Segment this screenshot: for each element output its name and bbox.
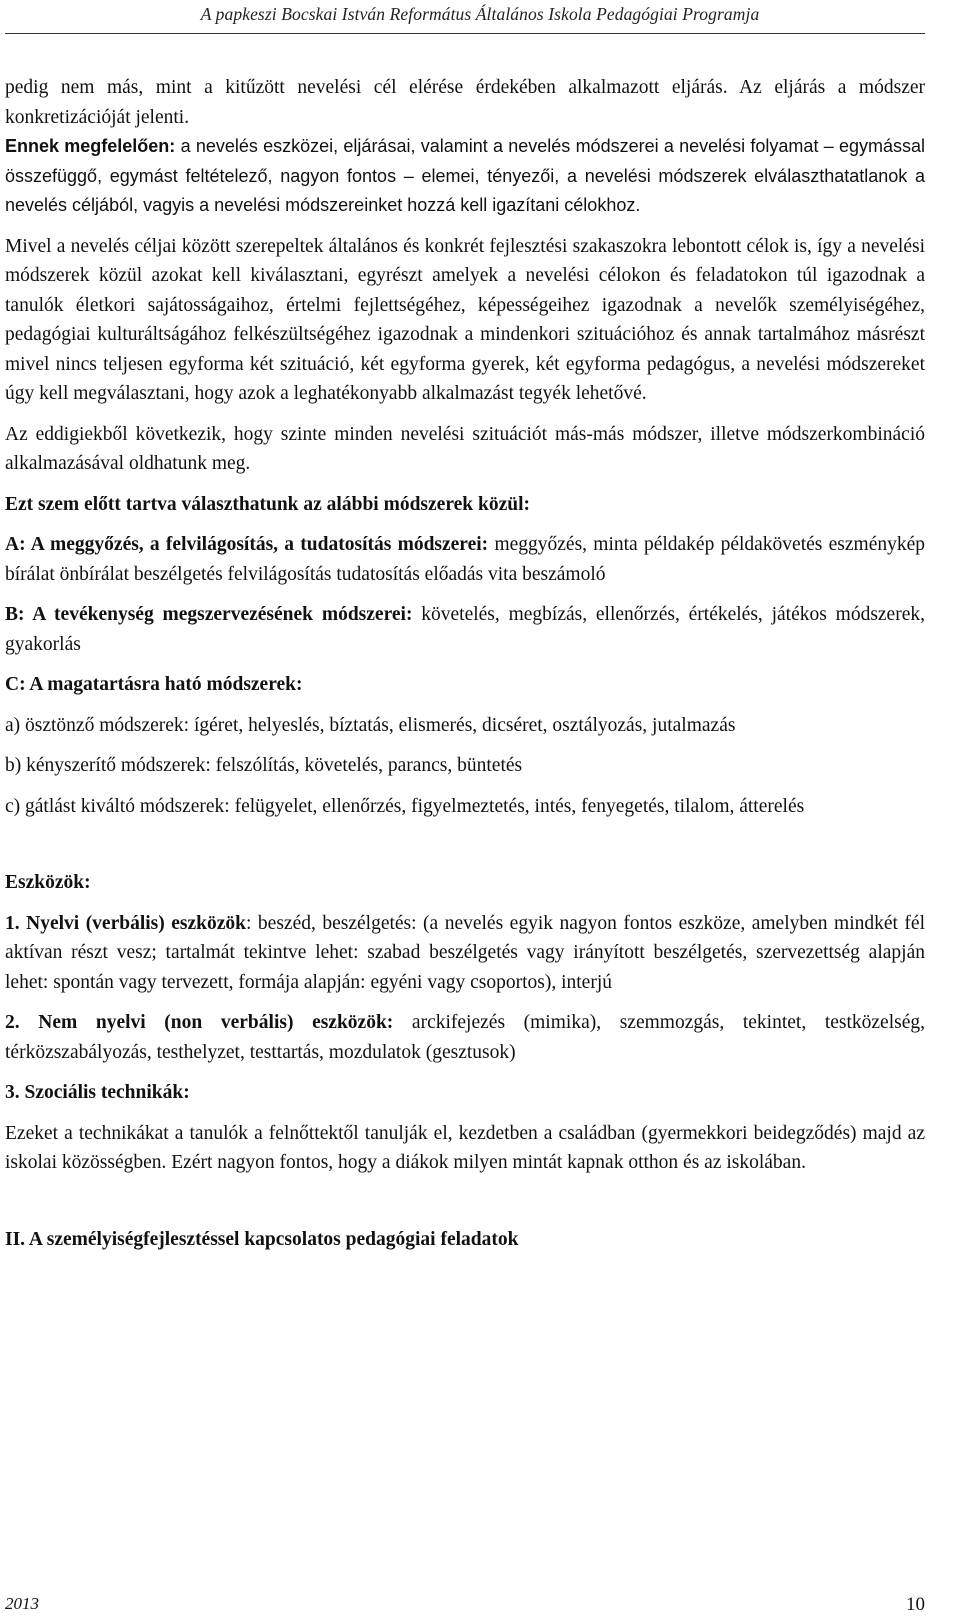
method-group-c-item-a: a) ösztönző módszerek: ígéret, helyeslés, bíztatás, elismerés, dicséret, osztályozás, jutalmazás (5, 714, 736, 736)
paragraph-ennek-text: a nevelés eszközei, eljárásai, valamint a nevelés módszerei a nevelési folyamat – egymással összefüggő, egymást feltételező, nagyon fontos – elemei, tényezői, a nevelési módszerek elválaszthatatlanok a nevelés céljából, vagyis a nevelési módszereinket hozzá kell igazítani célokhoz. (5, 136, 926, 215)
method-group-b-title: B: A tevékenység megszervezésének módszerei: (5, 604, 413, 625)
eszkoz-nyelvi (5, 909, 925, 998)
method-group-b-text: követelés, megbízás, ellenőrzés, értékelés, játékos módszerek, gyakorlás (5, 604, 925, 655)
eszkoz-nem-nyelvi (5, 1008, 925, 1067)
footer-year: 2013 (5, 1594, 39, 1613)
eszkoz-szocialis-text: Ezeket a technikákat a tanulók a felnőttektől tanulják el, kezdetben a családban (gyermekkori beidegződés) majd az iskolai közösségben. Ezért nagyon fontos, hogy a diákok milyen mintát kapnak otthon és az iskolában. (5, 1122, 925, 1173)
paragraph-ezt-szem: Ezt szem előtt tartva választhatunk az alábbi módszerek közül: (5, 493, 531, 515)
section-heading-ii: II. A személyiségfejlesztéssel kapcsolatos pedagógiai feladatok (5, 1228, 519, 1250)
header-divider (5, 33, 925, 34)
eszkozok-heading: Eszközök: (5, 872, 91, 893)
footer-page-number: 10 (906, 1594, 925, 1615)
eszkoz-nyelvi-text: : beszéd, beszélgetés: (a nevelés egyik nagyon fontos eszköze, amelyben mindkét fél aktívan részt vesz; tartalmát tekintve lehet: szabad beszélgetés vagy irányított beszélgetés, szervezettség alapján lehet: spontán vagy tervezett, formája alapján: egyéni vagy csoportos), interjú (5, 912, 925, 993)
method-group-a-title: A: A meggyőzés, a felvilágosítás, a tudatosítás módszerei: (5, 534, 489, 555)
paragraph-ennek-lead: Ennek megfelelően: (5, 136, 176, 156)
document-header: A papkeszi Bocskai István Református Általános Iskola Pedagógiai Programja (200, 4, 760, 24)
eszkoz-szocialis-title: 3. Szociális technikák: (5, 1082, 190, 1103)
method-group-c-title: C: A magatartásra ható módszerek: (5, 674, 303, 695)
method-group-b (5, 600, 925, 659)
eszkoz-nem-nyelvi-title: 2. Nem nyelvi (non verbális) eszközök: (5, 1012, 394, 1033)
page-body (5, 73, 925, 1254)
method-group-c-item-c: c) gátlást kiváltó módszerek: felügyelet, ellenőrzés, figyelmeztetés, intés, fenyegetés, tilalom, átterelés (5, 795, 805, 817)
paragraph-mivel: Mivel a nevelés céljai között szerepeltek általános és konkrét fejlesztési szakaszokra lebontott célok is, így a nevelési módszerek közül azokat kell kiválasztani, egyrészt amelyek a nevelési célokon és feladatokon túl igazodnak a tanulók életkori sajátosságaihoz, értelmi fejlettségéhez, képességeihez igazodnak a nevelők személyiségéhez, pedagógiai kulturáltságához felkészültségéhez igazodnak a mindenkori szituációhoz és annak tartalmához másrészt mivel nincs teljesen egyforma két szituáció, két egyforma gyerek, két egyforma pedagógus, a nevelési módszereket úgy kell megválasztani, hogy azok a leghatékonyabb alkalmazást tegyék lehetővé. (5, 235, 925, 404)
paragraph-eddigiekbol: Az eddigiekből következik, hogy szinte minden nevelési szituációt más-más módszer, illetve módszerkombináció alkalmazásával oldhatunk meg. (5, 423, 925, 474)
method-group-a-text: meggyőzés, minta példakép példakövetés eszménykép bírálat önbírálat beszélgetés felvilágosítás tudatosítás előadás vita beszámoló (5, 534, 926, 585)
method-group-c-item-b: b) kényszerítő módszerek: felszólítás, követelés, parancs, büntetés (5, 755, 523, 776)
eszkoz-nem-nyelvi-text: arckifejezés (mimika), szemmozgás, tekintet, testközelség, térközszabályozás, testhelyzet, testtartás, mozdulatok (gesztusok) (5, 1012, 925, 1063)
paragraph-ennek (5, 132, 925, 221)
paragraph-intro: pedig nem más, mint a kitűzött nevelési cél elérése érdekében alkalmazott eljárás. Az eljárás a módszer konkretizációját jelenti. (5, 77, 925, 128)
method-group-a (5, 530, 925, 589)
eszkoz-nyelvi-title: 1. Nyelvi (verbális) eszközök (5, 912, 247, 934)
